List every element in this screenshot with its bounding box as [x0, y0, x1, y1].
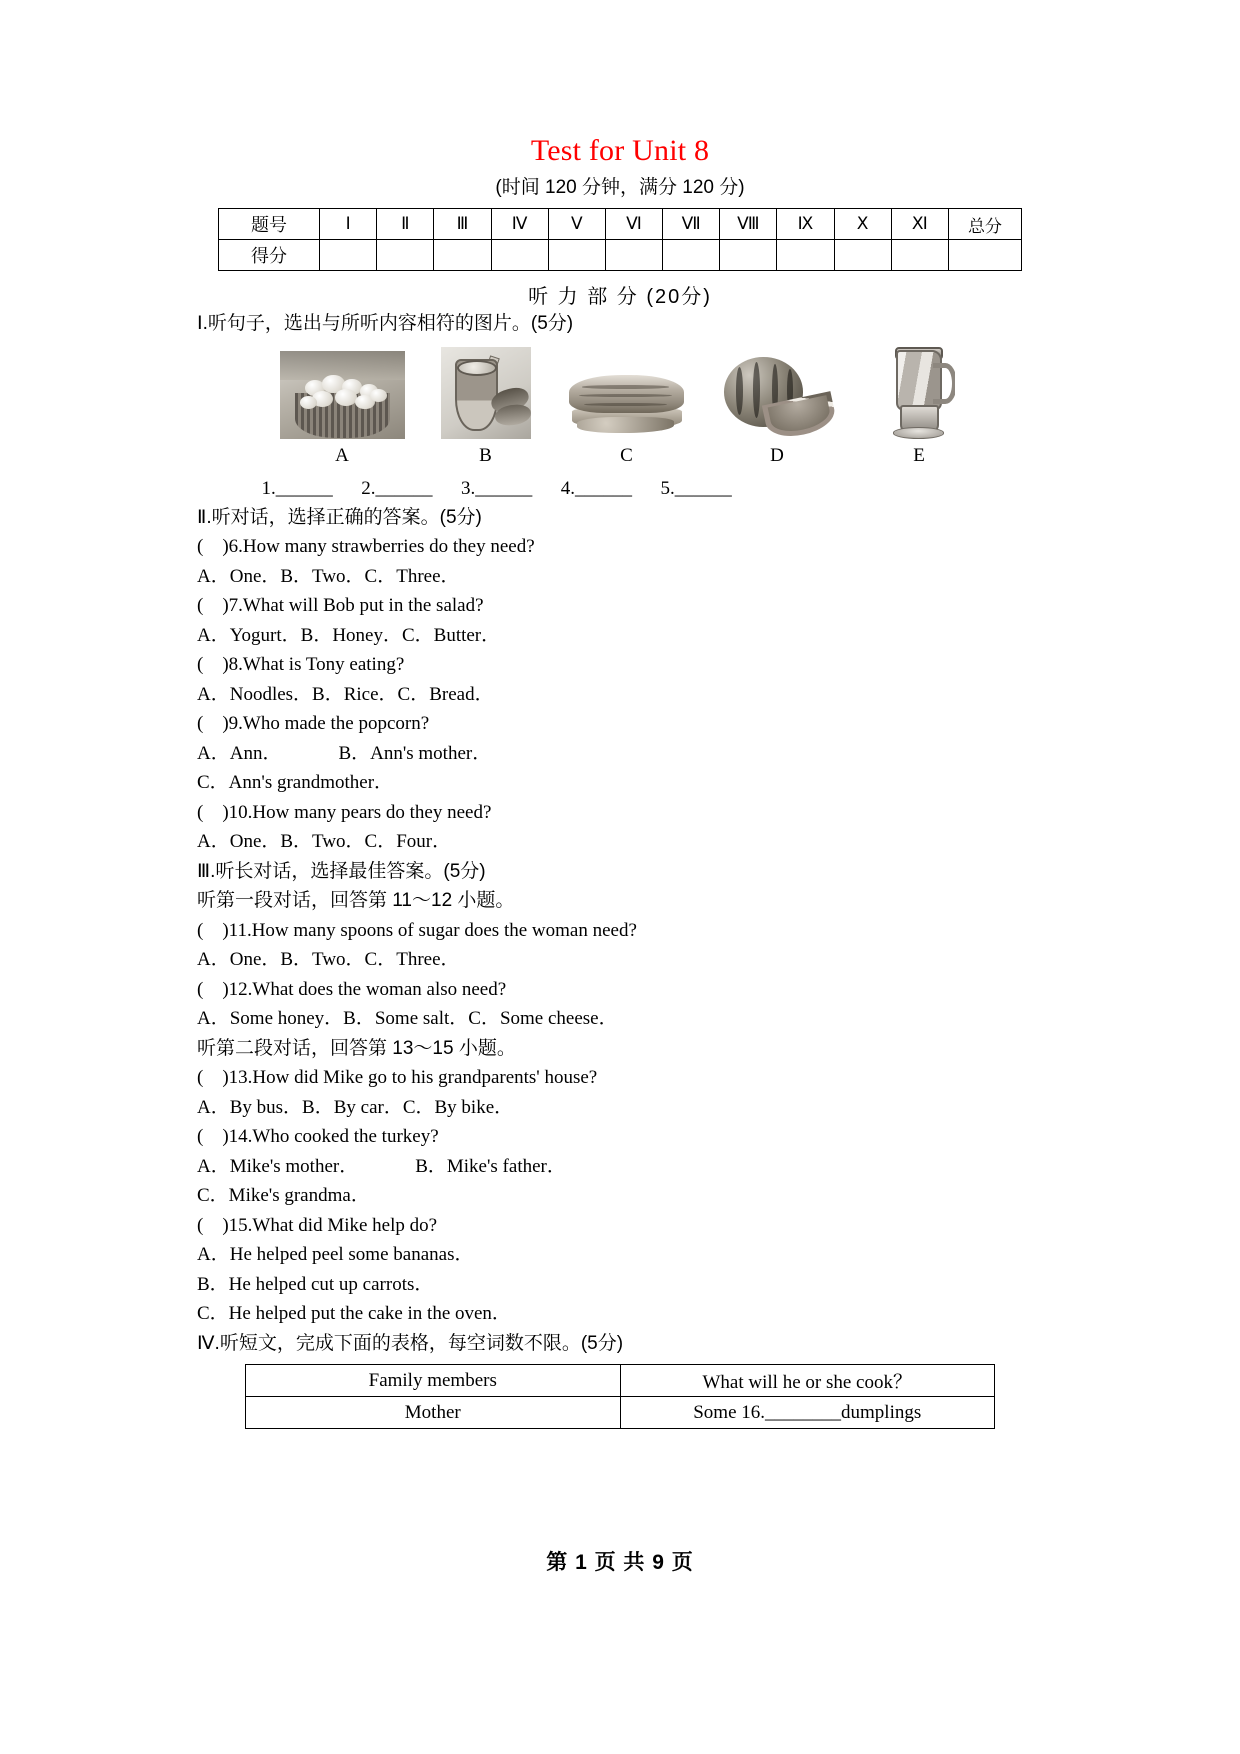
- table-row: [219, 209, 1022, 240]
- score-cell-8[interactable]: [720, 240, 777, 271]
- table-row: [246, 1365, 995, 1397]
- question-10-options[interactable]: A．One．B．Two．C．Four．: [197, 831, 452, 852]
- question-11-options[interactable]: A．One．B．Two．C．Three．: [197, 949, 460, 970]
- table-row: [246, 1397, 995, 1429]
- score-table-row-label-2: 得分: [219, 240, 320, 271]
- question-13[interactable]: ( )13.How did Mike go to his grandparents' house?: [197, 1067, 598, 1088]
- question-6[interactable]: ( )6.How many strawberries do they need?: [197, 536, 535, 557]
- score-cell-6[interactable]: [605, 240, 662, 271]
- popcorn-in-basket-image: [280, 351, 405, 439]
- score-table-col-7: Ⅶ: [663, 209, 720, 240]
- section-2-heading: Ⅱ.听对话，选择正确的答案。(5分): [197, 506, 482, 528]
- exam-subtitle: (时间 120 分钟，满分 120 分): [495, 177, 745, 198]
- table-cell-mother: Mother: [246, 1397, 621, 1429]
- listening-part-header: 听 力 部 分 (20分): [528, 286, 712, 308]
- score-cell-2[interactable]: [377, 240, 434, 271]
- score-table-col-10: Ⅹ: [834, 209, 891, 240]
- section-4-table-container: [245, 1364, 995, 1429]
- score-table: [218, 208, 1022, 271]
- score-table-col-5: Ⅴ: [548, 209, 605, 240]
- question-12-options[interactable]: A．Some honey．B．Some salt．C．Some cheese．: [197, 1008, 618, 1029]
- score-table-col-8: Ⅷ: [720, 209, 777, 240]
- score-table-col-2: Ⅱ: [377, 209, 434, 240]
- score-table-col-11: Ⅺ: [891, 209, 948, 240]
- page-title: Test for Unit 8: [530, 134, 710, 167]
- picture-option-a: [277, 351, 407, 439]
- table-cell-mother-answer[interactable]: Some 16.________dumplings: [620, 1397, 995, 1429]
- score-table-container: [218, 208, 1022, 271]
- score-table-col-4: Ⅳ: [491, 209, 548, 240]
- milkshake-with-bananas-image: [441, 347, 531, 439]
- picture-option-d: [712, 354, 842, 439]
- question-11[interactable]: ( )11.How many spoons of sugar does the woman need?: [197, 919, 637, 941]
- question-15-option-b[interactable]: B．He helped cut up carrots．: [197, 1273, 434, 1295]
- score-table-col-3: Ⅲ: [434, 209, 491, 240]
- picture-label-e: E: [913, 444, 925, 466]
- sandwich-image: [564, 367, 689, 439]
- question-10[interactable]: ( )10.How many pears do they need?: [197, 801, 492, 823]
- score-cell-11[interactable]: [891, 240, 948, 271]
- question-7-options[interactable]: A．Yogurt．B．Honey．C．Butter．: [197, 624, 501, 646]
- question-15[interactable]: ( )15.What did Mike help do?: [197, 1214, 438, 1236]
- table-row: [219, 240, 1022, 271]
- picture-labels-row: [197, 445, 1090, 467]
- score-cell-3[interactable]: [434, 240, 491, 271]
- score-cell-total[interactable]: [949, 240, 1022, 271]
- picture-option-b: [422, 347, 549, 439]
- picture-label-b: B: [479, 444, 492, 466]
- question-13-options[interactable]: A．By bus．B．By car．C．By bike．: [197, 1096, 514, 1118]
- score-table-col-9: Ⅸ: [777, 209, 834, 240]
- table-header-what-cook: What will he or she cook？: [620, 1365, 995, 1397]
- question-14[interactable]: ( )14.Who cooked the turkey?: [197, 1126, 439, 1147]
- section-1-answer-blanks[interactable]: 1.______ 2.______ 3.______ 4.______ 5.______: [252, 477, 732, 499]
- score-table-total-label: 总分: [949, 209, 1022, 240]
- paper-content: [0, 309, 1240, 1358]
- question-8-options[interactable]: A．Noodles．B．Rice．C．Bread．: [197, 683, 494, 705]
- section-4-heading: Ⅳ.听短文，完成下面的表格，每空词数不限。(5分): [197, 1332, 624, 1354]
- watermelon-image: [717, 354, 837, 439]
- picture-label-a: A: [335, 444, 349, 466]
- section-3-heading: Ⅲ.听长对话，选择最佳答案。(5分): [197, 860, 486, 882]
- question-9-option-c[interactable]: C．Ann's grandmother．: [197, 772, 394, 793]
- score-table-col-1: Ⅰ: [320, 209, 377, 240]
- score-cell-4[interactable]: [491, 240, 548, 271]
- score-table-row-label: 题号: [219, 209, 320, 240]
- section-3-sub-heading-2: 听第二段对话，回答第 13～15 小题。: [197, 1037, 516, 1059]
- score-cell-7[interactable]: [663, 240, 720, 271]
- question-7[interactable]: ( )7.What will Bob put in the salad?: [197, 595, 484, 616]
- family-members-table: [245, 1364, 995, 1429]
- question-12[interactable]: ( )12.What does the woman also need?: [197, 978, 507, 1000]
- table-header-family-members: Family members: [246, 1365, 621, 1397]
- question-8[interactable]: ( )8.What is Tony eating?: [197, 654, 405, 675]
- score-cell-5[interactable]: [548, 240, 605, 271]
- question-9[interactable]: ( )9.Who made the popcorn?: [197, 713, 430, 734]
- picture-label-d: D: [770, 444, 784, 466]
- blender-image: [883, 347, 955, 439]
- section-3-sub-heading-1: 听第一段对话，回答第 11～12 小题。: [197, 890, 515, 911]
- picture-option-e: [864, 347, 974, 439]
- section-1-heading: Ⅰ.听句子，选出与所听内容相符的图片。(5分): [197, 313, 574, 334]
- score-table-col-6: Ⅵ: [605, 209, 662, 240]
- page-footer: 第 1 页 共 9 页: [546, 1551, 694, 1574]
- question-14-option-c[interactable]: C．Mike's grandma．: [197, 1185, 370, 1206]
- score-cell-9[interactable]: [777, 240, 834, 271]
- picture-label-c: C: [620, 444, 633, 466]
- picture-option-c: [559, 367, 694, 439]
- question-15-option-a[interactable]: A．He helped peel some bananas．: [197, 1244, 474, 1265]
- question-14-options-ab[interactable]: A．Mike's mother． B．Mike's father．: [197, 1155, 566, 1177]
- question-6-options[interactable]: A．One．B．Two．C．Three．: [197, 565, 460, 587]
- picture-options-row: [197, 347, 1090, 439]
- score-cell-1[interactable]: [320, 240, 377, 271]
- question-15-option-c[interactable]: C．He helped put the cake in the oven．: [197, 1303, 511, 1324]
- question-9-options-ab[interactable]: A．Ann． B．Ann's mother．: [197, 742, 492, 764]
- score-cell-10[interactable]: [834, 240, 891, 271]
